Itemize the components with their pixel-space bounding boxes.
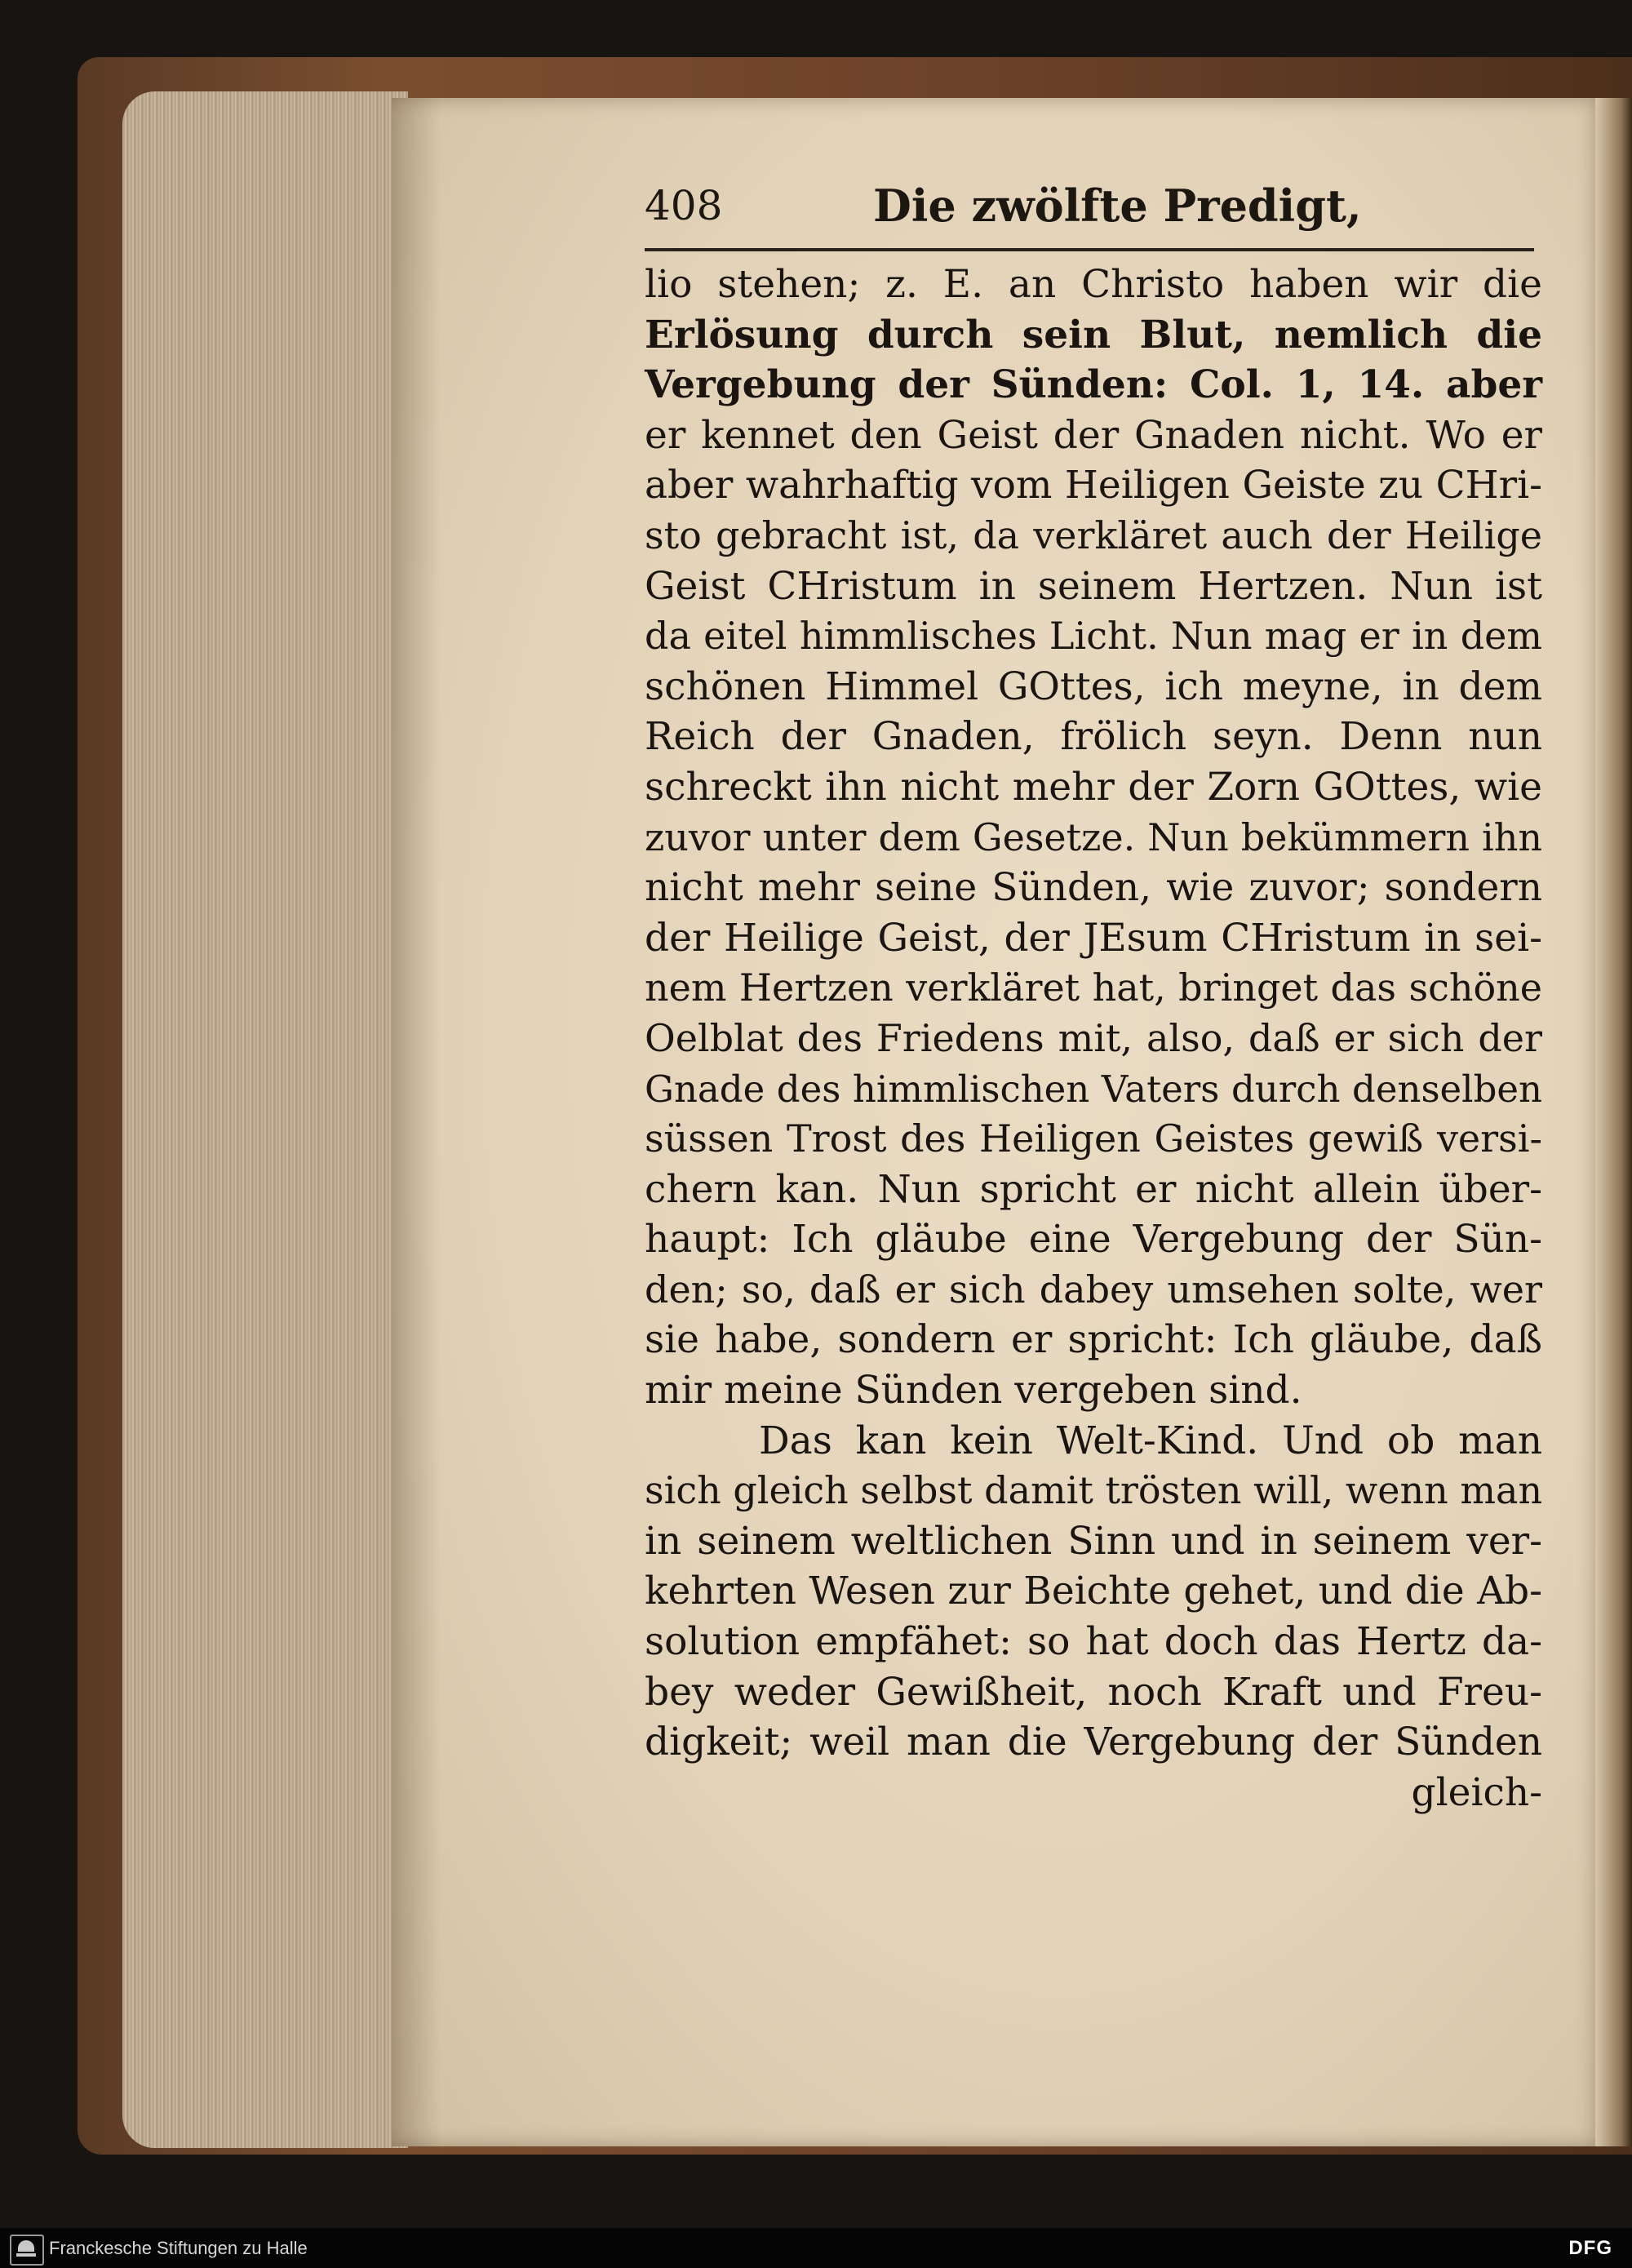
text-line: den; so, daß er sich dabey umsehen solte, wer xyxy=(645,1267,1542,1312)
viewer-footer xyxy=(0,2228,1632,2268)
text-line: der Heilige Geist, der JEsum CHristum in sei- xyxy=(645,915,1542,961)
text-line: in seinem weltlichen Sinn und in seinem ver- xyxy=(645,1518,1542,1564)
text-line: er kennet den Geist der Gnaden nicht. Wo er xyxy=(645,412,1542,458)
text-line: lio stehen; z. E. an Christo haben wir die xyxy=(645,262,1542,307)
text-line: sich gleich selbst damit trösten will, wenn man xyxy=(645,1468,1543,1513)
text-line: chern kan. Nun spricht er nicht allein über- xyxy=(645,1166,1542,1212)
head-rule xyxy=(645,248,1534,251)
text-line: Geist CHristum in seinem Hertzen. Nun ist xyxy=(645,563,1542,609)
catchword: gleich- xyxy=(1411,1769,1542,1815)
text-line: solution empfähet: so hat doch das Hertz da- xyxy=(645,1619,1542,1665)
text-line: sie habe, sondern er spricht: Ich gläube, daß xyxy=(645,1317,1542,1363)
dfg-label: DFG xyxy=(1568,2237,1612,2259)
text-line: Erlösung durch sein Blut, nemlich die xyxy=(645,312,1542,357)
text-line: nem Hertzen verkläret hat, bringet das schöne xyxy=(645,965,1542,1010)
institution-name: Franckesche Stiftungen zu Halle xyxy=(49,2238,308,2258)
running-head xyxy=(645,171,1534,240)
text-line: da eitel himmlisches Licht. Nun mag er in dem xyxy=(645,614,1542,659)
text-line: sto gebracht ist, da verkläret auch der Heilige xyxy=(645,513,1542,557)
text-line: digkeit; weil man die Vergebung der Sünden xyxy=(645,1720,1542,1765)
text-line: nicht mehr seine Sünden, wie zuvor; sondern xyxy=(645,865,1542,911)
gutter-shadow xyxy=(392,98,441,2146)
text-block xyxy=(645,260,1542,1818)
running-head-title: Die zwölfte Predigt, xyxy=(873,180,1362,232)
text-line: zuvor unter dem Gesetze. Nun bekümmern ihn xyxy=(645,814,1542,859)
text-line: Reich der Gnaden, frölich seyn. Denn nun xyxy=(645,714,1542,760)
institution-logo-icon xyxy=(10,2235,44,2266)
text-line: haupt: Ich gläube eine Vergebung der Sün- xyxy=(645,1217,1542,1263)
text-line: schönen Himmel GOttes, ich meyne, in dem xyxy=(645,664,1542,709)
text-line: süssen Trost des Heiligen Geistes gewiß versi- xyxy=(645,1116,1542,1161)
text-line: Gnade des himmlischen Vaters durch denselben xyxy=(645,1067,1542,1111)
text-line: kehrten Wesen zur Beichte gehet, und die Ab- xyxy=(645,1569,1542,1614)
text-line: bey weder Gewißheit, noch Kraft und Freu- xyxy=(645,1669,1542,1715)
page-edges xyxy=(122,91,408,2148)
text-line: mir meine Sünden vergeben sind. xyxy=(645,1368,1302,1414)
page-number: 408 xyxy=(645,182,723,229)
text-line: schreckt ihn nicht mehr der Zorn GOttes, wie xyxy=(645,764,1542,810)
text-line: aber wahrhaftig vom Heiligen Geiste zu CHri- xyxy=(645,463,1542,508)
text-line: Das kan kein Welt-Kind. Und ob man xyxy=(759,1418,1542,1463)
facing-page-edge xyxy=(1595,98,1632,2146)
text-line: Vergebung der Sünden: Col. 1, 14. aber xyxy=(645,362,1542,408)
text-line: Oelblat des Friedens mit, also, daß er sich der xyxy=(645,1015,1542,1060)
